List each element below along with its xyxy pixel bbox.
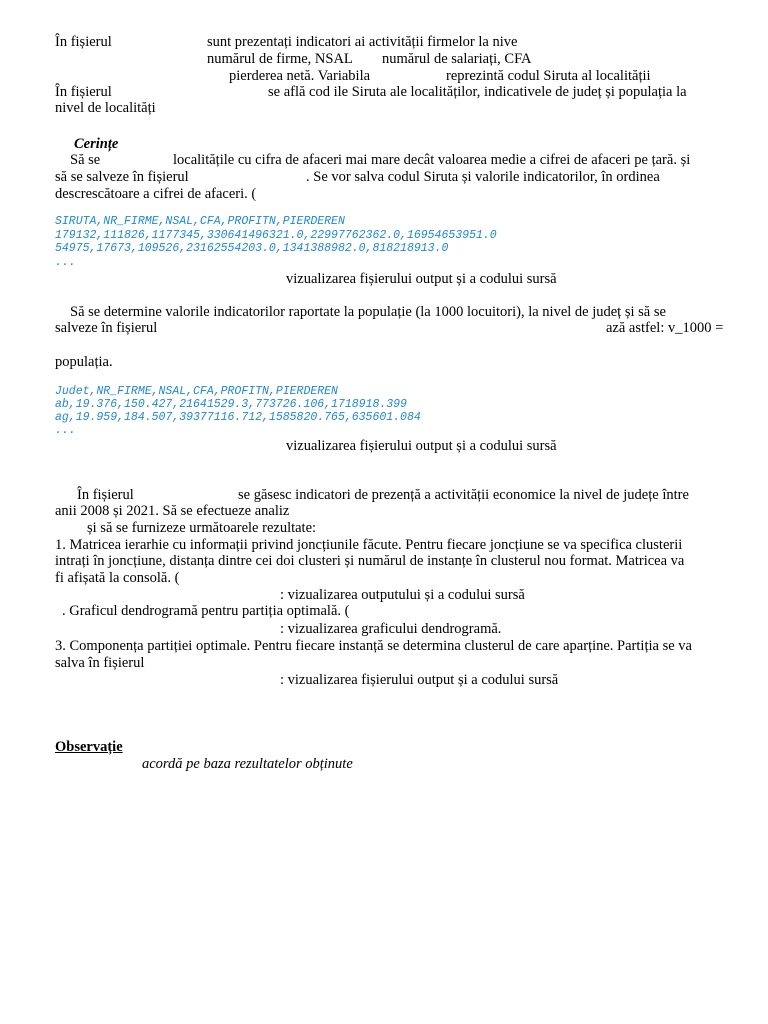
paragraph-text: să se salveze în fișierul bbox=[55, 169, 189, 185]
code-sample-line: ... bbox=[55, 256, 76, 269]
code-sample-line: 179132,111826,1177345,330641496321.0,22997762362.0,16954653951.0 bbox=[55, 229, 497, 242]
cerinte-heading: Cerințe bbox=[74, 136, 119, 152]
list-item-text: salva în fișierul bbox=[55, 655, 145, 671]
visualization-note: : vizualizarea outputului și a codului sursă bbox=[280, 587, 525, 603]
intro-text: În fișierul bbox=[55, 84, 112, 100]
list-item-text: fi afișată la consolă. ( bbox=[55, 570, 180, 586]
paragraph-text: populația. bbox=[55, 354, 113, 370]
list-item-text: intrați în joncțiune, distanța dintre cei doi clusteri și numărul de instanțe în clusterul nou format. Matricea va bbox=[55, 553, 685, 569]
paragraph-text: . Se vor salva codul Siruta și valorile indicatorilor, în ordinea bbox=[306, 169, 660, 185]
code-sample-line: ab,19.376,150.427,21641529.3,773726.106,1718918.399 bbox=[55, 398, 407, 411]
visualization-note: vizualizarea fișierului output și a codului sursă bbox=[286, 438, 557, 454]
paragraph-text: ază astfel: v_1000 = bbox=[606, 320, 724, 336]
paragraph-text: se găsesc indicatori de prezență a activității economice la nivel de județe între bbox=[238, 487, 689, 503]
intro-text: sunt prezentați indicatori ai activității firmelor la nive bbox=[207, 34, 518, 50]
paragraph-text: descrescătoare a cifrei de afaceri. ( bbox=[55, 186, 257, 202]
paragraph-text: Să se determine valorile indicatorilor raportate la populație (la 1000 locuitori), la nivel de județ și să se bbox=[70, 304, 666, 320]
intro-text: se află cod ile Siruta ale localităților, indicativele de județ și populația la bbox=[268, 84, 687, 100]
code-sample-line: ag,19.959,184.507,39377116.712,1585820.765,635601.084 bbox=[55, 411, 421, 424]
observatie-text: acordă pe baza rezultatelor obținute bbox=[142, 756, 353, 772]
paragraph-text: localitățile cu cifra de afaceri mai mare decât valoarea medie a cifrei de afaceri pe țară. și bbox=[173, 152, 691, 168]
list-item-text: . Graficul dendrogramă pentru partiția optimală. ( bbox=[62, 603, 350, 619]
paragraph-text: anii 2008 și 2021. Să se efectueze analiz bbox=[55, 503, 290, 519]
paragraph-text: salveze în fișierul bbox=[55, 320, 158, 336]
visualization-note: : vizualizarea graficului dendrogramă. bbox=[280, 621, 502, 637]
list-item-text: 1. Matricea ierarhie cu informații privind joncțiunile făcute. Pentru fiecare joncțiune se va specifica clusterii bbox=[55, 537, 683, 553]
visualization-note: vizualizarea fișierului output și a codului sursă bbox=[286, 271, 557, 287]
code-sample-line: SIRUTA,NR_FIRME,NSAL,CFA,PROFITN,PIERDEREN bbox=[55, 215, 345, 228]
intro-text: numărul de salariați, CFA bbox=[382, 51, 532, 67]
observatie-heading: Observație bbox=[55, 739, 123, 755]
intro-text: numărul de firme, NSAL bbox=[207, 51, 353, 67]
intro-text: În fișierul bbox=[55, 34, 112, 50]
code-sample-line: 54975,17673,109526,23162554203.0,1341388982.0,818218913.0 bbox=[55, 242, 449, 255]
code-sample-line: ... bbox=[55, 424, 76, 437]
paragraph-text: În fișierul bbox=[77, 487, 134, 503]
intro-text: pierderea netă. Variabila bbox=[229, 68, 371, 84]
intro-text: reprezintă codul Siruta al localității bbox=[446, 68, 651, 84]
paragraph-text: și să se furnizeze următoarele rezultate: bbox=[87, 520, 317, 536]
code-sample-line: Judet,NR_FIRME,NSAL,CFA,PROFITN,PIERDEREN bbox=[55, 385, 338, 398]
visualization-note: : vizualizarea fișierului output și a codului sursă bbox=[280, 672, 559, 688]
list-item-text: 3. Componența partiției optimale. Pentru fiecare instanță se determina clusterul de care aparține. Partiția se va bbox=[55, 638, 692, 654]
paragraph-text: Să se bbox=[70, 152, 101, 168]
intro-text: nivel de localități bbox=[55, 100, 156, 116]
